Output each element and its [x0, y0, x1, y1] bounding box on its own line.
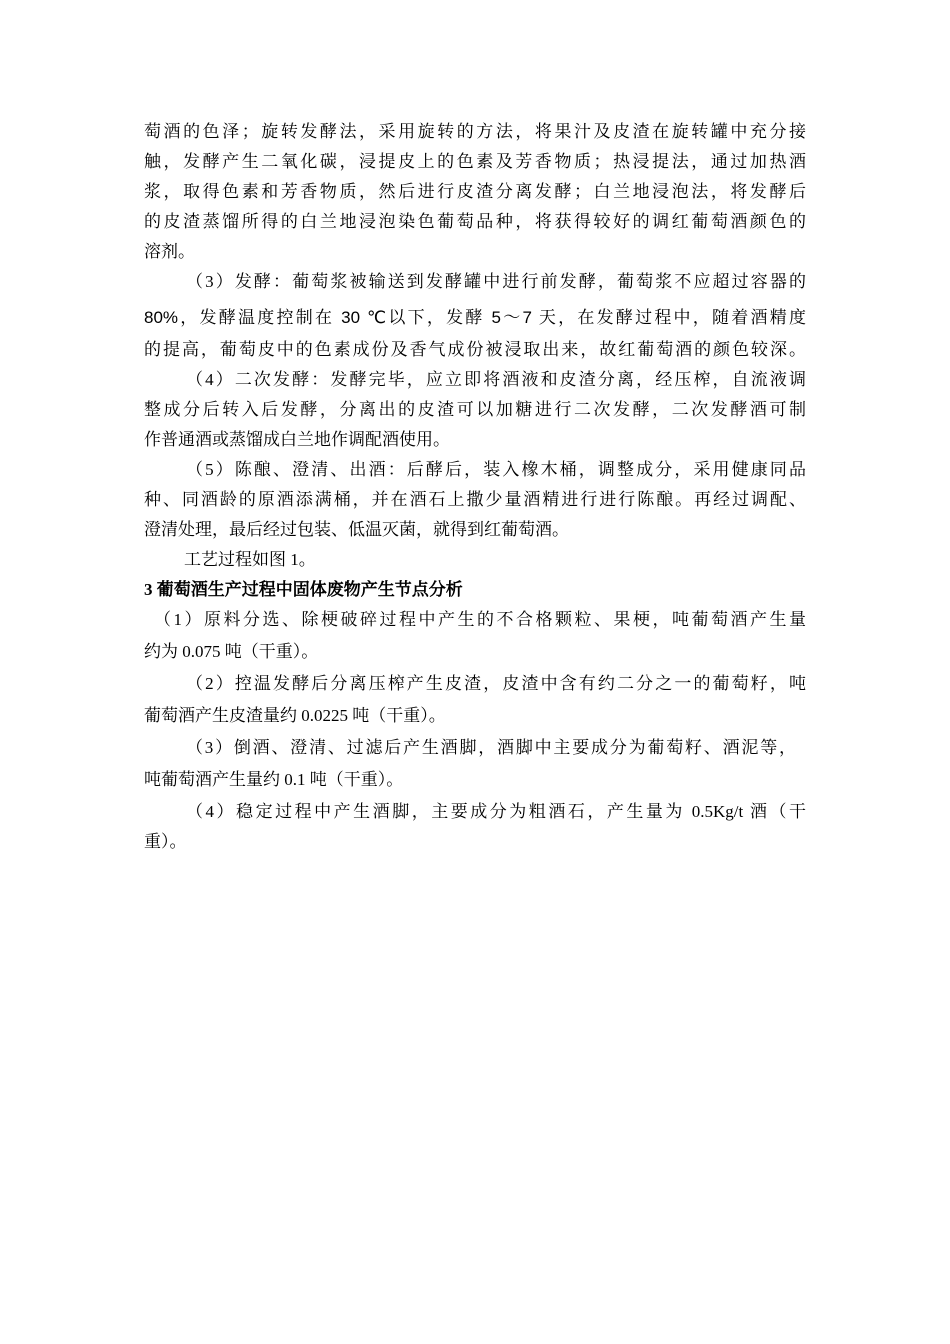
list-item-1-first-line: （1）原料分选、除梗破碎过程中产生的不合格颗粒、果梗，吨葡萄酒产生量 — [154, 610, 806, 629]
body-line: 约为 0.075 吨（干重）。 — [144, 642, 319, 661]
section-heading: 3 葡萄酒生产过程中固体废物产生节点分析 — [144, 580, 463, 599]
body-line: 作普通酒或蒸馏成白兰地作调配酒使用。 — [144, 430, 450, 449]
body-line: 80%，发酵温度控制在 30 ℃以下，发酵 5～7 天，在发酵过程中，随着酒精度 — [144, 308, 806, 327]
paragraph-fermentation-first-line: （3）发酵：葡萄浆被输送到发酵罐中进行前发酵，葡萄浆不应超过容器的 — [186, 272, 806, 291]
body-line: 溶剂。 — [144, 242, 195, 261]
body-line: 整成分后转入后发酵，分离出的皮渣可以加糖进行二次发酵，二次发酵酒可制 — [144, 400, 806, 419]
list-item-2-first-line: （2）控温发酵后分离压榨产生皮渣，皮渣中含有约二分之一的葡萄籽，吨 — [186, 674, 806, 693]
figure-reference-line: 工艺过程如图 1。 — [184, 550, 316, 569]
list-item-4-first-line: （4）稳定过程中产生酒脚，主要成分为粗酒石，产生量为 0.5Kg/t 酒（干 — [186, 802, 806, 821]
body-line: 重）。 — [144, 832, 187, 851]
body-line: 萄酒的色泽；旋转发酵法，采用旋转的方法，将果汁及皮渣在旋转罐中充分接 — [144, 122, 806, 141]
body-line: 葡萄酒产生皮渣量约 0.0225 吨（干重）。 — [144, 706, 446, 725]
body-line: 的提高，葡萄皮中的色素成份及香气成份被浸取出来，故红葡萄酒的颜色较深。 — [144, 340, 806, 359]
body-line: 澄清处理，最后经过包装、低温灭菌，就得到红葡萄酒。 — [144, 520, 569, 539]
list-item-3-first-line: （3）倒酒、澄清、过滤后产生酒脚，酒脚中主要成分为葡萄籽、酒泥等， — [186, 738, 796, 757]
paragraph-secondary-fermentation-first-line: （4）二次发酵：发酵完毕，应立即将酒液和皮渣分离，经压榨，自流液调 — [186, 370, 806, 389]
body-line: 浆，取得色素和芳香物质，然后进行皮渣分离发酵；白兰地浸泡法，将发酵后 — [144, 182, 806, 201]
body-line: 触，发酵产生二氧化碳，浸提皮上的色素及芳香物质；热浸提法，通过加热酒 — [144, 152, 806, 171]
body-line: 吨葡萄酒产生量约 0.1 吨（干重）。 — [144, 770, 404, 789]
body-line: 的皮渣蒸馏所得的白兰地浸泡染色葡萄品种，将获得较好的调红葡萄酒颜色的 — [144, 212, 806, 231]
body-line: 种、同酒龄的原酒添满桶，并在酒石上撒少量酒精进行进行陈酿。再经过调配、 — [144, 490, 806, 509]
paragraph-aging-first-line: （5）陈酿、澄清、出酒：后酵后，装入橡木桶，调整成分，采用健康同品 — [186, 460, 806, 479]
